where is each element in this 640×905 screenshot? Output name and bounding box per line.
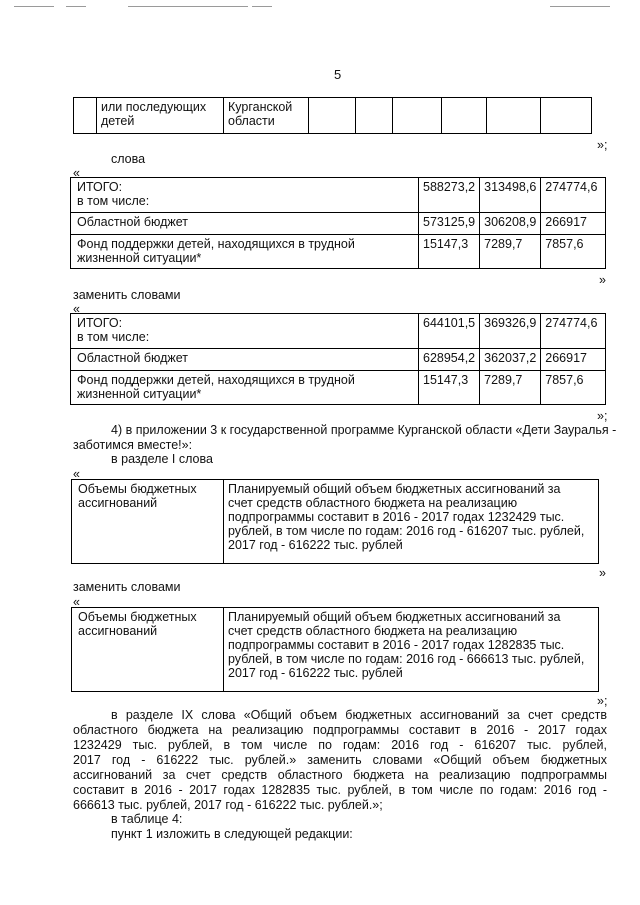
table-row bbox=[71, 371, 606, 405]
row-label bbox=[71, 349, 419, 371]
opening-quote: « bbox=[73, 467, 80, 481]
volume-line: 2017 год - 616222 тыс. рублей bbox=[228, 666, 403, 680]
table-cell-empty bbox=[356, 98, 393, 134]
value-cell: 588273,2 bbox=[419, 178, 480, 213]
row-label bbox=[71, 371, 419, 405]
row-label bbox=[72, 608, 224, 692]
opening-quote: « bbox=[73, 302, 80, 316]
volume-line: рублей, в том числе по годам: 2016 год - 666613 тыс. рублей, bbox=[228, 652, 585, 666]
volume-line: счет средств областного бюджета на реализацию bbox=[228, 496, 518, 510]
row-label bbox=[72, 480, 224, 564]
table-cell-empty bbox=[393, 98, 442, 134]
label-line: жизненной ситуации* bbox=[77, 251, 202, 265]
table-row bbox=[71, 213, 606, 235]
table-totals-new bbox=[70, 313, 606, 405]
table-cell-empty bbox=[442, 98, 487, 134]
opening-quote: « bbox=[73, 595, 80, 609]
row-label bbox=[71, 178, 419, 213]
volume-line: подпрограммы составит в 2016 - 2017 годах 1232429 тыс. bbox=[228, 510, 565, 524]
value-cell: 306208,9 bbox=[480, 213, 541, 235]
value-cell: 362037,2 bbox=[480, 349, 541, 371]
value-cell: 7289,7 bbox=[480, 371, 541, 405]
value-cell: 313498,6 bbox=[480, 178, 541, 213]
text-replace-words: заменить словами bbox=[73, 288, 181, 302]
table-row bbox=[71, 349, 606, 371]
label-line: ИТОГО: bbox=[77, 180, 123, 194]
volume-text-cell bbox=[224, 608, 599, 692]
label-line: в том числе: bbox=[77, 194, 150, 208]
value-cell: 369326,9 bbox=[480, 314, 541, 349]
table-row bbox=[71, 314, 606, 349]
value-cell: 15147,3 bbox=[419, 235, 480, 269]
label-line: Областной бюджет bbox=[77, 215, 189, 229]
opening-quote: « bbox=[73, 166, 80, 180]
section-9-line: областного бюджета на реализацию подпрограммы составит в 2016 - 2017 годах bbox=[73, 723, 607, 737]
value-cell: 644101,5 bbox=[419, 314, 480, 349]
volume-line: счет средств областного бюджета на реализацию bbox=[228, 624, 518, 638]
text-point-1: пункт 1 изложить в следующей редакции: bbox=[111, 827, 353, 841]
text-table-4: в таблице 4: bbox=[111, 812, 183, 826]
closing-quote: »; bbox=[597, 694, 608, 708]
value-cell: 15147,3 bbox=[419, 371, 480, 405]
section-9-line: в разделе IX слова «Общий объем бюджетных ассигнований за счет средств bbox=[111, 708, 607, 722]
text-replace-words: заменить словами bbox=[73, 580, 181, 594]
table-top-fragment bbox=[73, 97, 592, 134]
section-9-line: 666613 тыс. рублей, 2017 год - 616222 тыс. рублей.»; bbox=[73, 798, 383, 812]
section-9-line: ассигнований за счет средств областного бюджета на реализацию подпрограммы bbox=[73, 768, 607, 782]
label-line: Фонд поддержки детей, находящихся в трудной bbox=[77, 237, 355, 251]
cell-text: Курганской области bbox=[228, 100, 293, 128]
volume-line: подпрограммы составит в 2016 - 2017 годах 1282835 тыс. bbox=[228, 638, 565, 652]
value-cell: 7857,6 bbox=[541, 235, 606, 269]
label-line: в том числе: bbox=[77, 330, 150, 344]
section-9-line: составит в 2016 - 2017 годах 1282835 тыс. рублей, в том числе по годам: 2016 год - bbox=[73, 783, 607, 797]
closing-quote: »; bbox=[597, 409, 608, 423]
cell-text: или последующих детей bbox=[101, 100, 207, 128]
table-cell-empty bbox=[309, 98, 356, 134]
table-row bbox=[72, 480, 599, 564]
volume-line: рублей, в том числе по годам: 2016 год - 616207 тыс. рублей, bbox=[228, 524, 585, 538]
value-cell: 266917 bbox=[541, 213, 606, 235]
label-line: ИТОГО: bbox=[77, 316, 123, 330]
table-row bbox=[71, 235, 606, 269]
closing-quote: »; bbox=[597, 138, 608, 152]
volume-text-cell bbox=[224, 480, 599, 564]
row-label bbox=[71, 213, 419, 235]
value-cell: 573125,9 bbox=[419, 213, 480, 235]
label-line: Объемы бюджетных bbox=[78, 482, 197, 496]
table-volumes-new bbox=[71, 607, 599, 692]
table-row bbox=[71, 178, 606, 213]
label-line: Фонд поддержки детей, находящихся в трудной bbox=[77, 373, 355, 387]
text-section-1-words: в разделе I слова bbox=[111, 452, 213, 466]
closing-quote: » bbox=[599, 566, 606, 580]
section-9-line: 1232429 тыс. рублей, в том числе по годам: 2016 год - 616207 тыс. рублей, bbox=[73, 738, 607, 752]
paragraph-4-line-2: заботимся вместе!»: bbox=[73, 438, 193, 452]
volume-line: Планируемый общий объем бюджетных ассигнований за bbox=[228, 482, 561, 496]
table-cell-empty bbox=[487, 98, 541, 134]
table-volumes-old bbox=[71, 479, 599, 564]
row-label bbox=[71, 314, 419, 349]
value-cell: 274774,6 bbox=[541, 314, 606, 349]
label-line: жизненной ситуации* bbox=[77, 387, 202, 401]
table-row bbox=[72, 608, 599, 692]
value-cell: 266917 bbox=[541, 349, 606, 371]
value-cell: 7857,6 bbox=[541, 371, 606, 405]
volume-line: 2017 год - 616222 тыс. рублей bbox=[228, 538, 403, 552]
label-line: ассигнований bbox=[78, 624, 158, 638]
row-label bbox=[71, 235, 419, 269]
table-totals-old bbox=[70, 177, 606, 269]
label-line: ассигнований bbox=[78, 496, 158, 510]
scan-header-marks bbox=[0, 0, 640, 12]
volume-line: Планируемый общий объем бюджетных ассигнований за bbox=[228, 610, 561, 624]
table-cell-empty bbox=[541, 98, 592, 134]
table-cell-children bbox=[97, 98, 224, 134]
value-cell: 274774,6 bbox=[541, 178, 606, 213]
section-9-line: 2017 год - 616222 тыс. рублей.» заменить словами «Общий объем бюджетных bbox=[73, 753, 607, 767]
label-line: Областной бюджет bbox=[77, 351, 189, 365]
table-cell-empty bbox=[74, 98, 97, 134]
paragraph-4-line-1: 4) в приложении 3 к государственной программе Курганской области «Дети Зауралья - bbox=[111, 423, 617, 437]
closing-quote: » bbox=[599, 273, 606, 287]
table-cell-region bbox=[224, 98, 309, 134]
value-cell: 628954,2 bbox=[419, 349, 480, 371]
label-line: Объемы бюджетных bbox=[78, 610, 197, 624]
value-cell: 7289,7 bbox=[480, 235, 541, 269]
page-number: 5 bbox=[334, 67, 342, 82]
text-slova: слова bbox=[111, 152, 146, 166]
